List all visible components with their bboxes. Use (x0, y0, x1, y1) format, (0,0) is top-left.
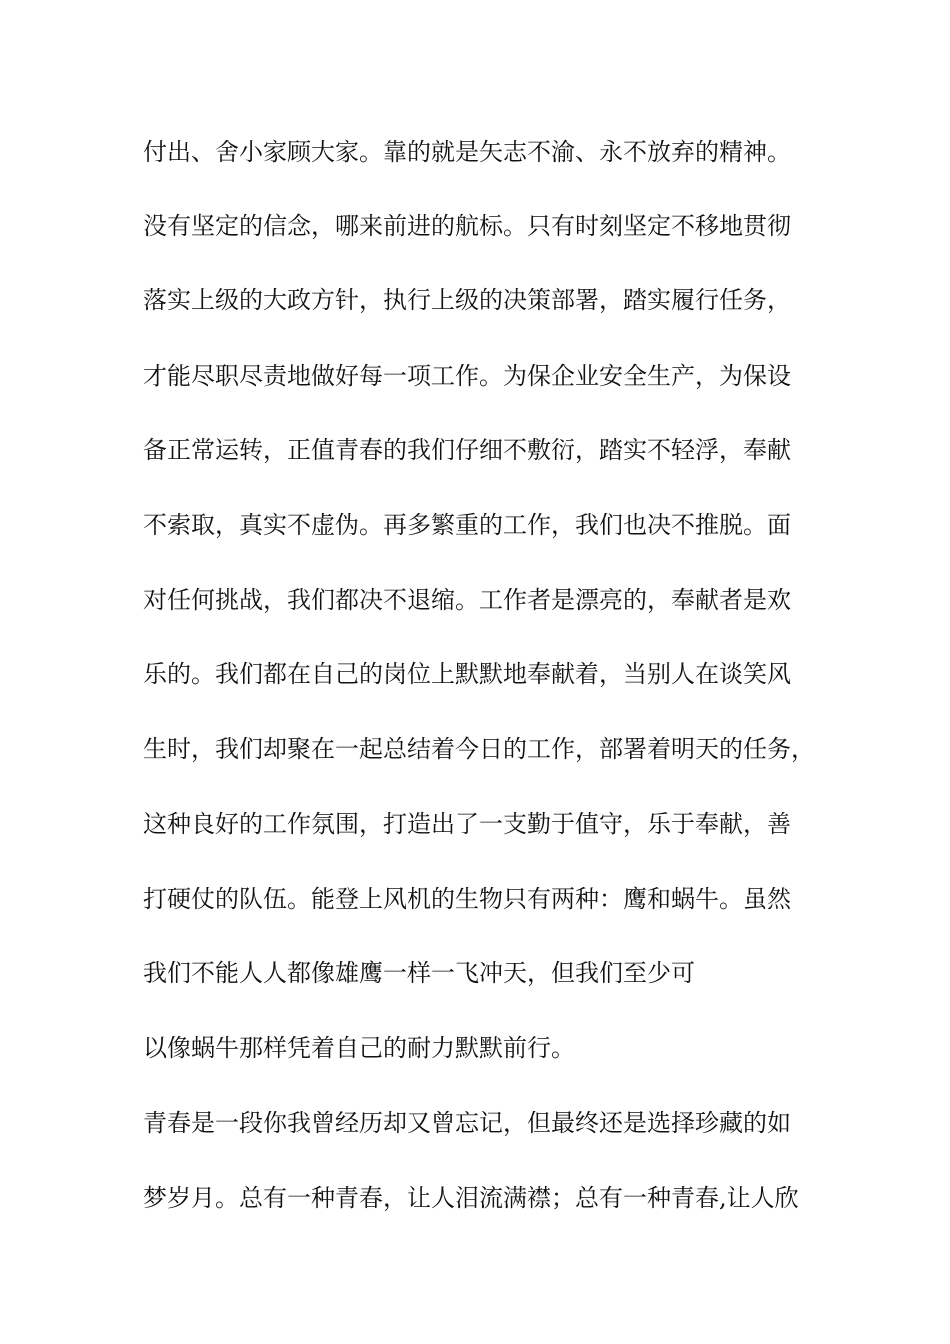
text-line: 打硬仗的队伍。能登上风机的生物只有两种：鹰和蜗牛。虽然 (143, 885, 791, 913)
text-line: 付出、舍小家顾大家。靠的就是矢志不渝、永不放弃的精神。 (143, 138, 791, 166)
text-line: 我们不能人人都像雄鹰一样一飞冲天，但我们至少可 (143, 959, 695, 987)
text-line: 梦岁月。总有一种青春，让人泪流满襟；总有一种青春,让人欣 (143, 1184, 799, 1212)
text-line: 没有坚定的信念，哪来前进的航标。只有时刻坚定不移地贯彻 (143, 212, 791, 240)
text-line: 备正常运转，正值青春的我们仔细不敷衍，踏实不轻浮，奉献 (143, 436, 791, 464)
text-line: 对任何挑战，我们都决不退缩。工作者是漂亮的，奉献者是欢 (143, 586, 791, 614)
text-line: 这种良好的工作氛围，打造出了一支勤于值守，乐于奉献，善 (143, 810, 791, 838)
text-line: 不索取，真实不虚伪。再多繁重的工作，我们也决不推脱。面 (143, 511, 791, 539)
text-line: 落实上级的大政方针，执行上级的决策部署，踏实履行任务， (143, 286, 791, 314)
text-line: 生时，我们却聚在一起总结着今日的工作，部署着明天的任务， (143, 735, 815, 763)
text-line: 以像蜗牛那样凭着自己的耐力默默前行。 (143, 1034, 575, 1062)
text-line: 青春是一段你我曾经历却又曾忘记，但最终还是选择珍藏的如 (143, 1109, 791, 1137)
text-line: 乐的。我们都在自己的岗位上默默地奉献着，当别人在谈笑风 (143, 660, 791, 688)
text-line: 才能尽职尽责地做好每一项工作。为保企业安全生产，为保设 (143, 362, 791, 390)
